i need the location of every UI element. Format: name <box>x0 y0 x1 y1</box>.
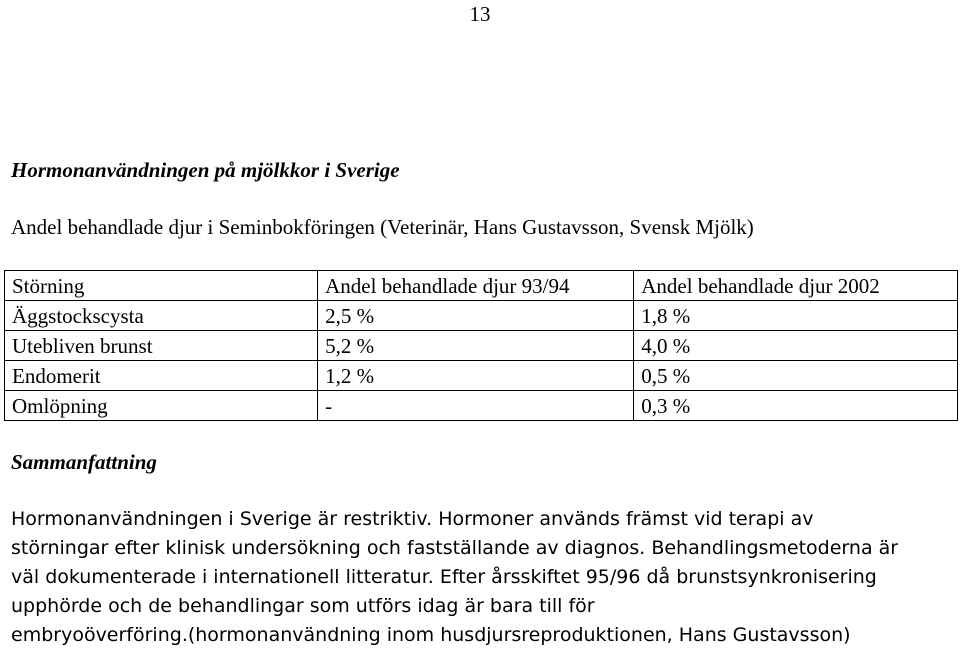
cell-share-2002: 1,8 % <box>634 301 958 331</box>
header-cell-disorder: Störning <box>5 271 318 301</box>
paragraph-line: störningar efter klinisk undersökning och fastställande av diagnos. Behandlingsmetoderna är <box>11 537 899 559</box>
paragraph-line: Hormonanvändningen i Sverige är restriktiv. Hormoner används främst vid terapi av <box>11 508 814 530</box>
paragraph-line: embryoöverföring.(hormonanvändning inom husdjursreproduktionen, Hans Gustavsson) <box>11 624 851 646</box>
cell-share-9394: - <box>318 391 634 421</box>
cell-share-2002: 0,3 % <box>634 391 958 421</box>
table-row <box>5 391 958 421</box>
cell-disorder: Äggstockscysta <box>5 301 318 331</box>
table-row <box>5 361 958 391</box>
section-heading: Hormonanvändningen på mjölkkor i Sverige <box>11 158 400 182</box>
summary-heading: Sammanfattning <box>11 450 157 474</box>
cell-share-9394: 1,2 % <box>318 361 634 391</box>
table-row <box>5 301 958 331</box>
table-caption: Andel behandlade djur i Seminbokföringen (Veterinär, Hans Gustavsson, Svensk Mjölk) <box>11 215 754 239</box>
header-cell-share-9394: Andel behandlade djur 93/94 <box>318 271 634 301</box>
cell-disorder: Omlöpning <box>5 391 318 421</box>
paragraph-line: upphörde och de behandlingar som utförs idag är bara till för <box>11 595 595 617</box>
paragraph-line: väl dokumenterade i internationell litteratur. Efter årsskiftet 95/96 då brunstsynkronisering <box>11 566 877 588</box>
cell-disorder: Endomerit <box>5 361 318 391</box>
hormone-usage-table <box>4 270 958 421</box>
page-number: 13 <box>469 2 491 26</box>
table-header-row <box>5 271 958 301</box>
cell-share-9394: 5,2 % <box>318 331 634 361</box>
cell-share-2002: 0,5 % <box>634 361 958 391</box>
cell-share-9394: 2,5 % <box>318 301 634 331</box>
cell-disorder: Utebliven brunst <box>5 331 318 361</box>
table-row <box>5 331 958 361</box>
cell-share-2002: 4,0 % <box>634 331 958 361</box>
header-cell-share-2002: Andel behandlade djur 2002 <box>634 271 958 301</box>
summary-paragraph <box>11 505 951 650</box>
